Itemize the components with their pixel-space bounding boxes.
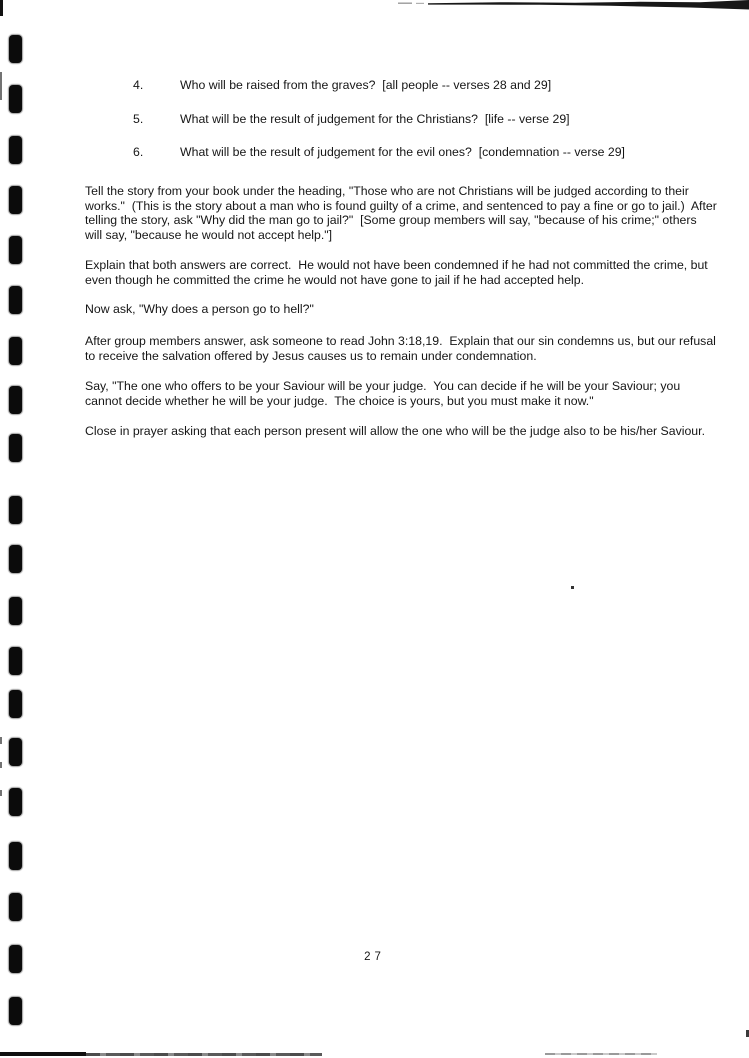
question-number: 4. [133, 78, 144, 92]
paragraph-after-answer: After group members answer, ask someone to read John 3:18,19. Explain that our sin condemns us, but our refusal to receive the salvation offered by Jesus causes us to remain under condemnation. [85, 334, 720, 363]
scan-artifact-left-tick [0, 790, 2, 796]
binding-hole [9, 286, 22, 314]
paragraph-tell-story: Tell the story from your book under the heading, "Those who are not Christians will be judged according to their works." (This is the story about a man who is found guilty of a crime, and sentenced to pay a fine or go to jail.) After telling the story, ask "Why did the man go to jail?" [Some group members will say, "because of his crime;" others will say, "because he would not accept help."] [85, 184, 721, 242]
binding-hole [9, 997, 22, 1025]
binding-hole [9, 893, 22, 921]
binding-hole [9, 386, 22, 414]
binding-hole [9, 597, 22, 625]
question-number: 6. [133, 145, 144, 159]
binding-hole [9, 337, 22, 365]
binding-hole [9, 690, 22, 718]
binding-hole [9, 738, 22, 766]
binding-hole [9, 236, 22, 264]
scan-artifact-bottom-dashes [86, 1053, 322, 1056]
binding-hole [9, 35, 22, 63]
question-text: What will be the result of judgement for the evil ones? [condemnation -- verse 29] [180, 145, 625, 159]
binding-hole [9, 788, 22, 816]
binding-hole [9, 85, 22, 113]
scan-artifact-bottom-dashes [545, 1053, 657, 1055]
binding-hole [9, 545, 22, 573]
question-text: Who will be raised from the graves? [all people -- verses 28 and 29] [180, 78, 552, 92]
binding-hole [9, 186, 22, 214]
page-number: 27 [364, 951, 385, 963]
binding-hole [9, 496, 22, 524]
scan-artifact-top-streak [0, 0, 749, 12]
paragraph-explain-answers: Explain that both answers are correct. He would not have been condemned if he had not committed the crime, but even though he committed the crime he would not have gone to jail if he had accepted help. [85, 258, 712, 287]
scan-artifact-left-tick [0, 737, 2, 744]
scan-artifact-left-tick [0, 72, 2, 100]
binding-hole [9, 842, 22, 870]
binding-hole [9, 136, 22, 164]
paragraph-now-ask: Now ask, "Why does a person go to hell?" [85, 302, 314, 316]
scan-artifact-left-tick [0, 762, 2, 768]
ink-speck [571, 586, 574, 589]
scan-artifact-left-corner [0, 0, 3, 16]
question-number: 5. [133, 112, 144, 126]
scan-artifact-bottom-bar [0, 1052, 86, 1056]
question-text: What will be the result of judgement for the Christians? [life -- verse 29] [180, 112, 570, 126]
paragraph-close-prayer: Close in prayer asking that each person present will allow the one who will be the judge also to be his/her Saviour. [85, 424, 705, 438]
binding-hole [9, 647, 22, 675]
paragraph-say-quote: Say, "The one who offers to be your Saviour will be your judge. You can decide if he will be your Saviour; you cannot decide whether he will be your judge. The choice is yours, but you must make it now." [85, 379, 684, 408]
binding-hole [9, 434, 22, 462]
